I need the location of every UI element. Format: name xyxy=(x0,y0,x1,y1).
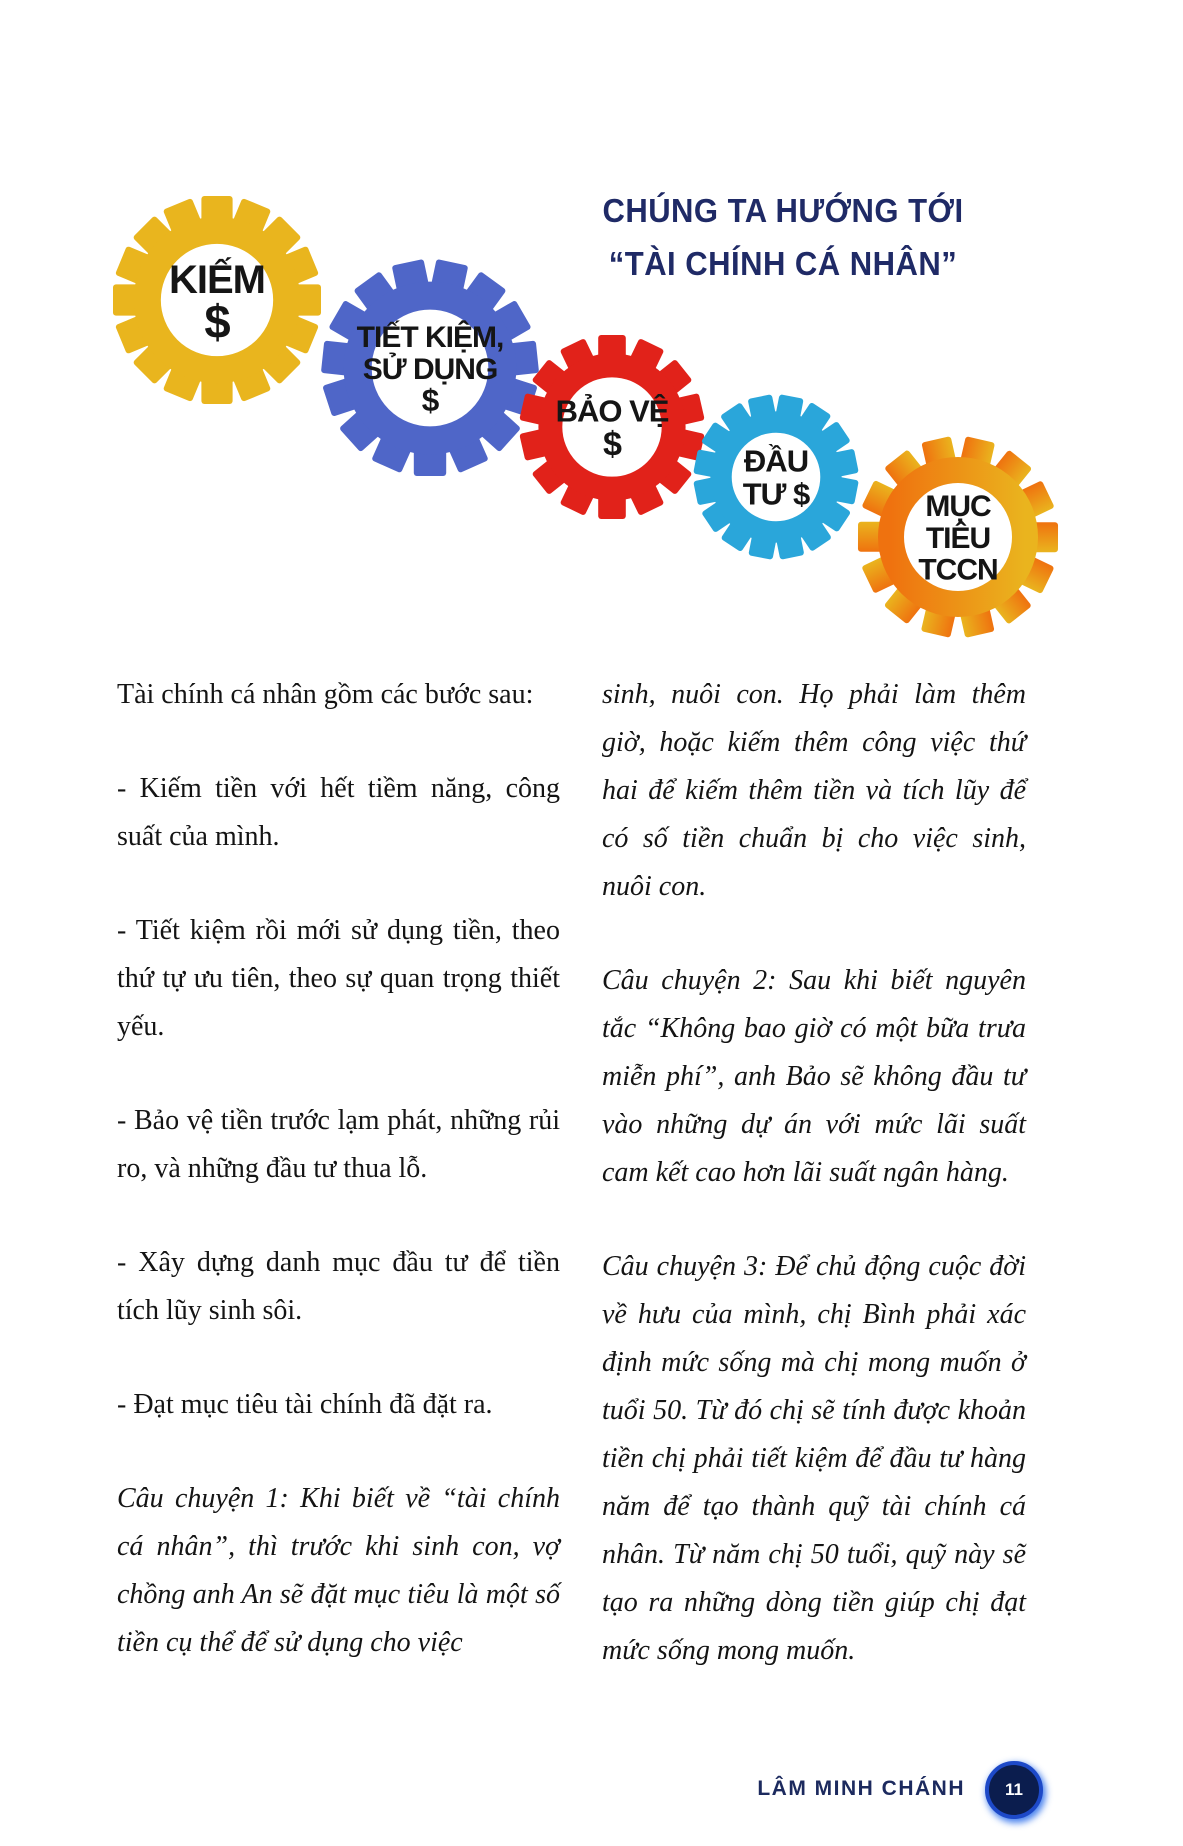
paragraph: Câu chuyện 2: Sau khi biết nguyên tắc “Không bao giờ có một bữa trưa miễn phí”, anh Bảo sẽ không đầu tư vào những dự án với mức lãi suất cam kết cao hơn lãi suất ngân hàng. xyxy=(602,965,1026,1188)
gear-label: $ xyxy=(204,296,230,350)
gear-protect xyxy=(519,335,705,519)
gear-label: KIẾM xyxy=(169,258,265,303)
paragraph: - Tiết kiệm rồi mới sử dụng tiền, theo thứ tự ưu tiên, theo sự quan trọng thiết yếu. xyxy=(117,915,560,1042)
gear-label: TIÊU xyxy=(925,521,991,555)
paragraph: Câu chuyện 1: Khi biết về “tài chính cá nhân”, thì trước khi sinh con, vợ chồng anh An sẽ đặt mục tiêu là một số tiền cụ thể để sử dụng cho việc xyxy=(117,1483,560,1658)
page-title xyxy=(586,184,981,290)
paragraph: - Bảo vệ tiền trước lạm phát, những rủi ro, và những đầu tư thua lỗ. xyxy=(117,1105,560,1184)
left-column xyxy=(117,671,560,1713)
gear-label: SỬ DỤNG xyxy=(362,352,498,386)
paragraph: - Đạt mục tiêu tài chính đã đặt ra. xyxy=(117,1389,493,1420)
page-number: 11 xyxy=(1005,1780,1023,1799)
right-column xyxy=(602,671,1026,1721)
paragraph: sinh, nuôi con. Họ phải làm thêm giờ, hoặc kiếm thêm công việc thứ hai để kiếm thêm tiền và tích lũy để có số tiền chuẩn bị cho việc sinh, nuôi con. xyxy=(602,679,1026,902)
paragraph: Câu chuyện 3: Để chủ động cuộc đời về hưu của mình, chị Bình phải xác định mức sống mà chị mong muốn ở tuổi 50. Từ đó chị sẽ tính được khoản tiền chị phải tiết kiệm để đầu tư hàng năm để tạo thành quỹ tài chính cá nhân. Từ năm chị 50 tuổi, quỹ này sẽ tạo ra những dòng tiền giúp chị đạt mức sống mong muốn. xyxy=(602,1251,1026,1666)
gear-label: $ xyxy=(421,382,439,419)
gear-label: TIẾT KIỆM, xyxy=(356,321,504,354)
gear-label: TƯ $ xyxy=(742,476,810,512)
gear-label: MỤC xyxy=(925,490,991,523)
gear-invest xyxy=(693,394,859,560)
gear-label: BẢO VỆ xyxy=(555,393,669,429)
gear-label: ĐẦU xyxy=(743,443,809,479)
paragraph: - Kiếm tiền với hết tiềm năng, công suất của mình. xyxy=(117,773,560,852)
paragraph: Tài chính cá nhân gồm các bước sau: xyxy=(117,679,534,710)
paragraph: - Xây dựng danh mục đầu tư để tiền tích lũy sinh sôi. xyxy=(117,1247,560,1326)
footer-author: LÂM MINH CHÁNH xyxy=(757,1777,965,1800)
page-title-line2: “TÀI CHÍNH CÁ NHÂN” xyxy=(608,245,958,282)
gear-label: $ xyxy=(603,425,621,464)
page-title-line1: CHÚNG TA HƯỚNG TỚI xyxy=(602,192,964,229)
gear-label: TCCN xyxy=(918,553,998,587)
gear-save-spend xyxy=(321,259,539,476)
gears-diagram xyxy=(0,0,1183,660)
gear-goal xyxy=(858,436,1058,638)
page-number-badge xyxy=(985,1761,1043,1819)
gear-earn xyxy=(113,196,321,404)
